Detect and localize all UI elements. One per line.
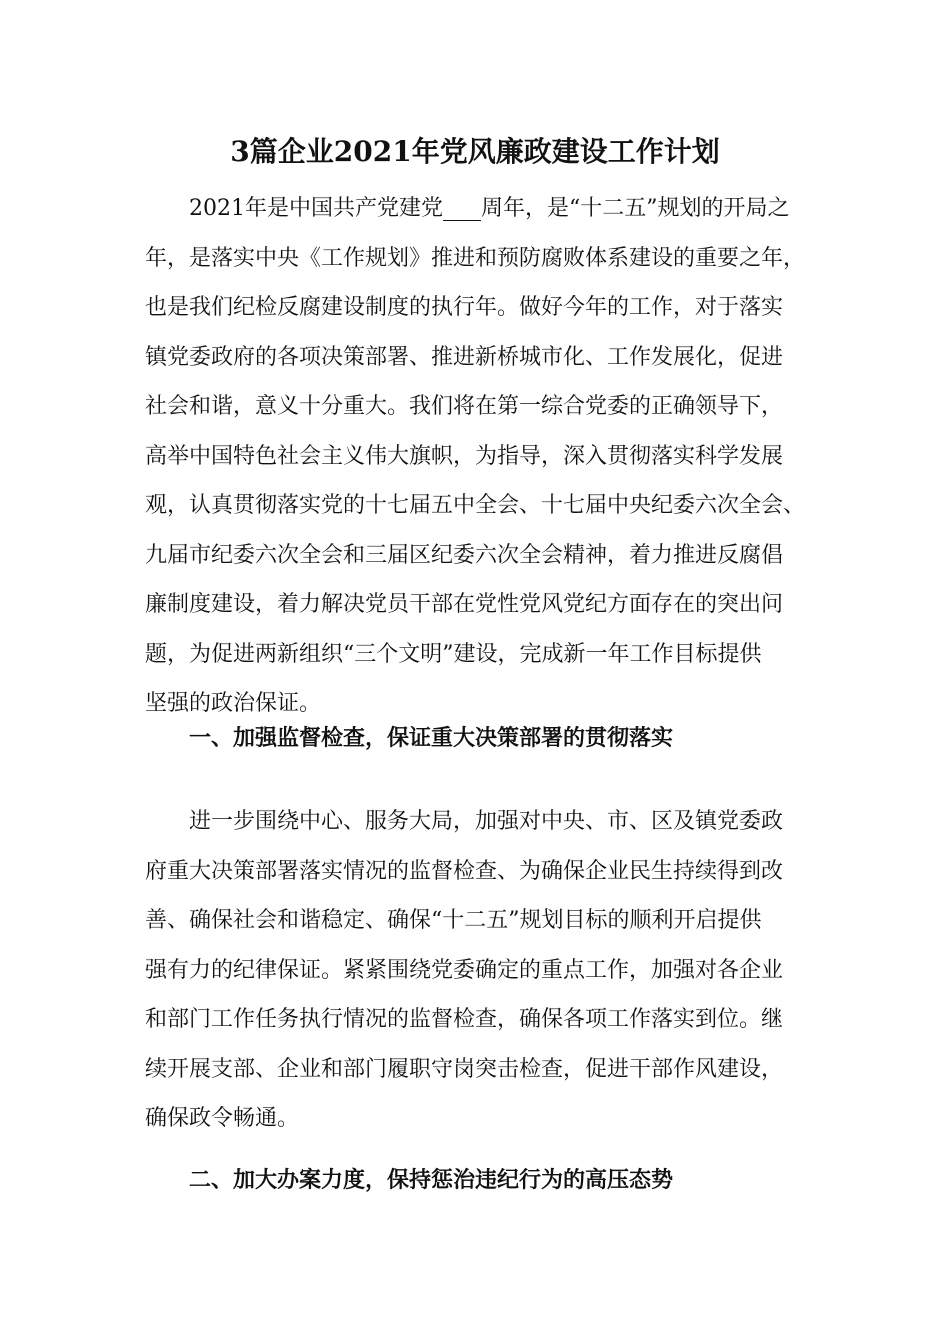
paragraph-line: 府重大决策部署落实情况的监督检查、为确保企业民生持续得到改 bbox=[145, 858, 784, 884]
paragraph-line: 高举中国特色社会主义伟大旗帜，为指导，深入贯彻落实科学发展 bbox=[145, 443, 784, 469]
paragraph-line: 观，认真贯彻落实党的十七届五中全会、十七届中央纪委六次全会、 bbox=[145, 493, 806, 518]
paragraph-line: 镇党委政府的各项决策部署、推进新桥城市化、工作发展化，促进 bbox=[145, 344, 784, 370]
paragraph-line: 和部门工作任务执行情况的监督检查，确保各项工作落实到位。继 bbox=[145, 1007, 784, 1032]
document-title: 3篇企业2021年党风廉政建设工作计划 bbox=[230, 135, 720, 168]
text-run: 周年，是“十二五”规划的开局之 bbox=[481, 196, 790, 221]
paragraph-line: 善、确保社会和谐稳定、确保“十二五”规划目标的顺利开启提供 bbox=[145, 908, 762, 933]
paragraph-line: 题，为促进两新组织“三个文明”建设，完成新一年工作目标提供 bbox=[145, 641, 762, 667]
fill-in-blank bbox=[443, 198, 481, 221]
paragraph-line: 确保政令畅通。 bbox=[145, 1106, 300, 1131]
paragraph-line: 强有力的纪律保证。紧紧围绕党委确定的重点工作，加强对各企业 bbox=[145, 957, 784, 983]
paragraph-line: 九届市纪委六次全会和三届区纪委六次全会精神，着力推进反腐倡 bbox=[145, 542, 784, 568]
paragraph-line: 进一步围绕中心、服务大局，加强对中央、市、区及镇党委政 bbox=[189, 809, 784, 834]
paragraph-line: 年，是落实中央《工作规划》推进和预防腐败体系建设的重要之年， bbox=[145, 245, 806, 271]
section-heading: 二、加大办案力度，保持惩治违纪行为的高压态势 bbox=[189, 1167, 674, 1193]
paragraph-line: 社会和谐，意义十分重大。我们将在第一综合党委的正确领导下， bbox=[145, 394, 784, 419]
paragraph-line: 坚强的政治保证。 bbox=[145, 691, 322, 716]
section-heading: 一、加强监督检查，保证重大决策部署的贯彻落实 bbox=[189, 725, 674, 751]
section1-paragraph bbox=[145, 797, 815, 1144]
paragraph-line: 廉制度建设，着力解决党员干部在党性党风党纪方面存在的突出问 bbox=[145, 592, 784, 617]
text-run: 2021年是中国共产党建党 bbox=[189, 196, 443, 221]
paragraph-line bbox=[145, 184, 815, 234]
paragraph-line: 也是我们纪检反腐建设制度的执行年。做好今年的工作，对于落实 bbox=[145, 295, 784, 320]
paragraph-line: 续开展支部、企业和部门履职守岗突击检查，促进干部作风建设， bbox=[145, 1056, 784, 1082]
intro-paragraph bbox=[145, 184, 815, 729]
